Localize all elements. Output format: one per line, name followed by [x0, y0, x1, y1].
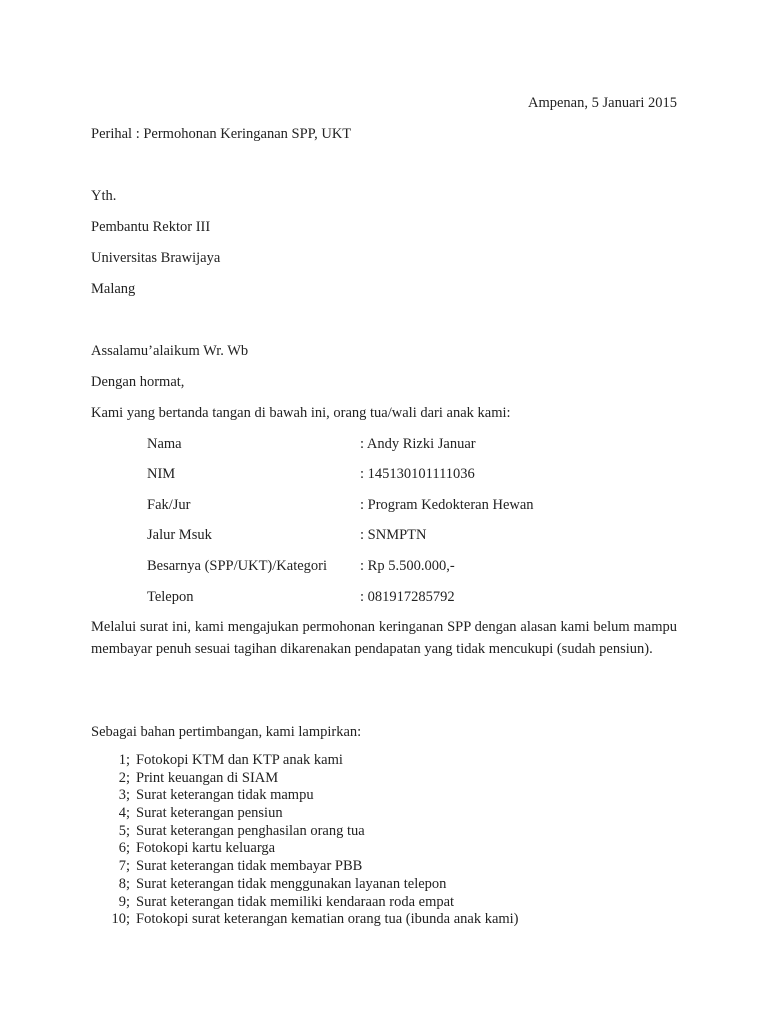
field-row-besarnya [147, 557, 687, 575]
body-paragraph: Melalui surat ini, kami mengajukan permohonan keringanan SPP dengan alasan kami belum mampu membayar penuh sesuai tagihan dikarenakan pendapatan yang tidak mencukupi (sudah pensiun). [91, 619, 677, 657]
recipient-line: Pembantu Rektor III [91, 219, 211, 235]
list-item [91, 787, 691, 805]
list-text: Fotokopi KTM dan KTP anak kami [136, 752, 343, 768]
list-item [91, 805, 691, 823]
field-label: Telepon [147, 589, 194, 605]
list-number: 3; [118, 787, 130, 804]
salutation: Dengan hormat, [91, 374, 185, 390]
attachments-intro: Sebagai bahan pertimbangan, kami lampirkan: [91, 724, 362, 740]
field-value: : Rp 5.500.000,- [360, 558, 455, 574]
field-label: Fak/Jur [147, 497, 191, 513]
list-number: 1; [118, 752, 130, 768]
list-number: 4; [118, 805, 130, 822]
field-value: : 081917285792 [360, 589, 455, 605]
recipient-line: Malang [91, 281, 136, 297]
list-text: Surat keterangan pensiun [136, 805, 283, 822]
list-text: Surat keterangan penghasilan orang tua [136, 822, 365, 839]
field-row-nim [147, 465, 687, 483]
field-row-jalur [147, 526, 687, 544]
attachments-list [91, 752, 691, 929]
list-text: Fotokopi surat keterangan kematian orang tua (ibunda anak kami) [136, 911, 519, 928]
recipient-line: Universitas Brawijaya [91, 250, 221, 266]
list-number: 8; [118, 875, 130, 892]
field-label: Jalur Msuk [147, 527, 212, 543]
greeting: Assalamu’alaikum Wr. Wb [91, 343, 249, 359]
list-item [91, 840, 691, 858]
list-number: 7; [118, 858, 130, 875]
field-value: : SNMPTN [360, 527, 427, 543]
list-text: Surat keterangan tidak mampu [136, 787, 314, 804]
list-item [91, 823, 691, 841]
list-text: Fotokopi kartu keluarga [136, 840, 276, 857]
field-value: : Andy Rizki Januar [360, 436, 476, 452]
list-number: 2; [118, 769, 130, 786]
field-row-nama [147, 435, 687, 453]
list-item [91, 770, 691, 788]
list-text: Surat keterangan tidak memiliki kendaraan roda empat [136, 893, 455, 910]
list-text: Print keuangan di SIAM [136, 769, 279, 786]
list-item [91, 858, 691, 876]
list-item [91, 894, 691, 912]
recipient-line: Yth. [91, 188, 117, 204]
letter-subject: Perihal : Permohonan Keringanan SPP, UKT [91, 126, 352, 142]
field-row-telepon [147, 588, 687, 606]
list-item [91, 911, 691, 929]
field-label: Nama [147, 436, 182, 452]
field-label: Besarnya (SPP/UKT)/Kategori [147, 558, 328, 574]
field-row-fakjur [147, 496, 687, 514]
list-text: Surat keterangan tidak membayar PBB [136, 858, 363, 875]
field-value: : Program Kedokteran Hewan [360, 497, 534, 513]
list-number: 10; [111, 911, 130, 928]
list-number: 5; [118, 822, 130, 839]
list-item [91, 752, 691, 770]
letter-date: Ampenan, 5 Januari 2015 [528, 95, 677, 111]
list-number: 9; [118, 893, 130, 910]
field-label: NIM [147, 466, 176, 482]
field-value: : 145130101111036 [360, 466, 475, 482]
list-item [91, 876, 691, 894]
intro-text: Kami yang bertanda tangan di bawah ini, orang tua/wali dari anak kami: [91, 405, 511, 421]
list-number: 6; [118, 840, 130, 857]
list-text: Surat keterangan tidak menggunakan layanan telepon [136, 875, 447, 892]
